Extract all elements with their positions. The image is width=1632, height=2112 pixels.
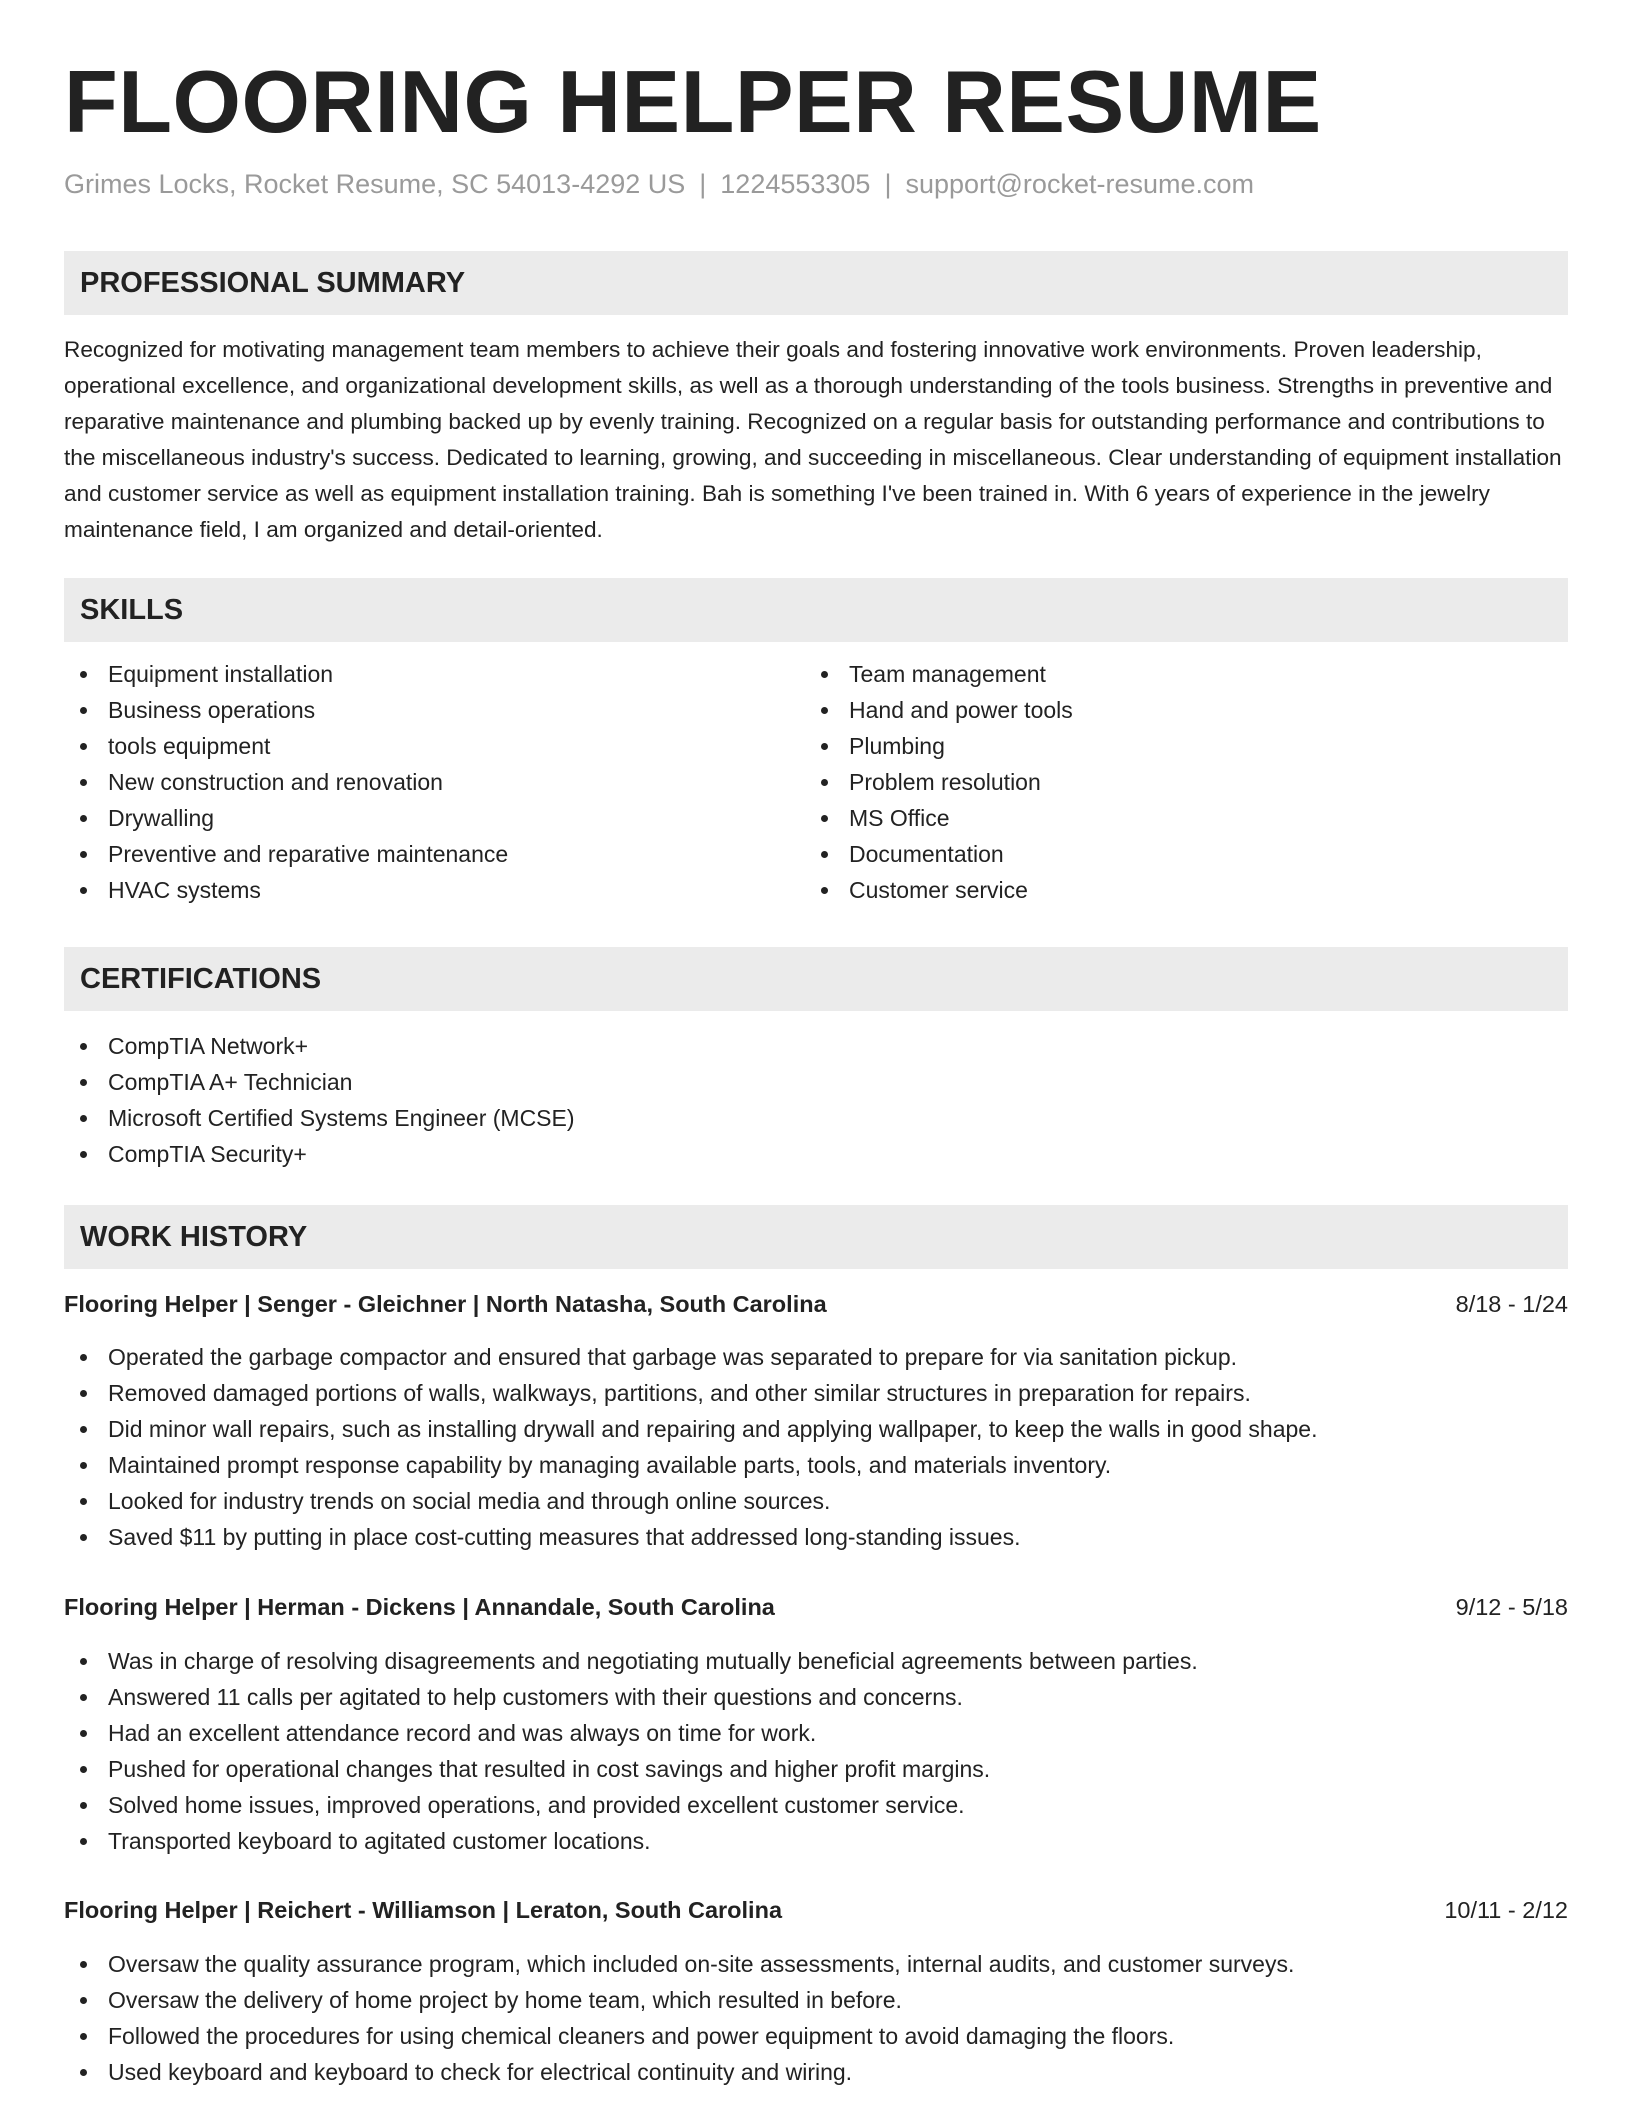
skills-list-right — [805, 656, 1073, 908]
section-heading-summary: PROFESSIONAL SUMMARY — [64, 251, 1568, 315]
skill-item: Customer service — [805, 872, 1073, 908]
job-bullet: Transported keyboard to agitated customer locations. — [64, 1823, 1198, 1859]
job-bullet: Had an excellent attendance record and was always on time for work. — [64, 1715, 1198, 1751]
job-title: Flooring Helper | Herman - Dickens | Annandale, South Carolina — [64, 1594, 775, 1620]
skills-list-left — [64, 656, 508, 908]
job-dates: 8/18 - 1/24 — [1455, 1291, 1568, 1317]
job-bullet: Maintained prompt response capability by managing available parts, tools, and materials inventory. — [64, 1447, 1317, 1483]
skill-item: Hand and power tools — [805, 692, 1073, 728]
skill-item: MS Office — [805, 800, 1073, 836]
job-bullet: Answered 11 calls per agitated to help customers with their questions and concerns. — [64, 1679, 1198, 1715]
job-bullet: Operated the garbage compactor and ensured that garbage was separated to prepare for via sanitation pickup. — [64, 1339, 1317, 1375]
contact-phone: 1224553305 — [720, 169, 871, 199]
job-header — [64, 1892, 1568, 1928]
job-bullet: Followed the procedures for using chemical cleaners and power equipment to avoid damaging the floors. — [64, 2018, 1294, 2054]
job-dates: 9/12 - 5/18 — [1455, 1594, 1568, 1620]
summary-text: Recognized for motivating management team members to achieve their goals and fostering innovative work environments. Proven leadership, operational excellence, and organizational development skills, as well as a thorough understanding of the tools business. Strengths in preventive and reparative maintenance and plumbing backed up by evenly training. Recognized on a regular basis for outstanding performance and contributions to the miscellaneous industry's success. Dedicated to learning, growing, and succeeding in miscellaneous. Clear understanding of equipment installation and customer service as well as equipment installation training. Bah is something I've been trained in. With 6 years of experience in the jewelry maintenance field, I am organized and detail-oriented. — [64, 337, 1562, 542]
skill-item: Team management — [805, 656, 1073, 692]
certification-item: CompTIA Security+ — [64, 1136, 575, 1172]
certification-item: CompTIA Network+ — [64, 1028, 575, 1064]
skill-item: tools equipment — [64, 728, 508, 764]
job-bullets — [64, 1643, 1198, 1859]
certification-item: CompTIA A+ Technician — [64, 1064, 575, 1100]
skill-item: Documentation — [805, 836, 1073, 872]
resume-title: FLOORING HELPER RESUME — [64, 52, 1322, 151]
certification-item: Microsoft Certified Systems Engineer (MCSE) — [64, 1100, 575, 1136]
job-header — [64, 1589, 1568, 1625]
section-heading-certifications: CERTIFICATIONS — [64, 947, 1568, 1011]
job-bullet: Solved home issues, improved operations, and provided excellent customer service. — [64, 1787, 1198, 1823]
job-bullet: Did minor wall repairs, such as installing drywall and repairing and applying wallpaper, to keep the walls in good shape. — [64, 1411, 1317, 1447]
skill-item: Business operations — [64, 692, 508, 728]
skill-item: New construction and renovation — [64, 764, 508, 800]
contact-address: Grimes Locks, Rocket Resume, SC 54013-4292 US — [64, 169, 686, 199]
job-bullet: Removed damaged portions of walls, walkways, partitions, and other similar structures in preparation for repairs. — [64, 1375, 1317, 1411]
contact-separator: | — [884, 169, 892, 199]
contact-line — [64, 164, 1254, 204]
job-bullets — [64, 1946, 1294, 2090]
job-bullet: Saved $11 by putting in place cost-cutting measures that addressed long-standing issues. — [64, 1519, 1317, 1555]
job-bullet: Looked for industry trends on social media and through online sources. — [64, 1483, 1317, 1519]
job-bullet: Used keyboard and keyboard to check for electrical continuity and wiring. — [64, 2054, 1294, 2090]
job-bullet: Pushed for operational changes that resulted in cost savings and higher profit margins. — [64, 1751, 1198, 1787]
contact-separator: | — [699, 169, 707, 199]
skill-item: HVAC systems — [64, 872, 508, 908]
contact-email: support@rocket-resume.com — [905, 169, 1254, 199]
skill-item: Drywalling — [64, 800, 508, 836]
section-heading-skills: SKILLS — [64, 578, 1568, 642]
job-title: Flooring Helper | Senger - Gleichner | North Natasha, South Carolina — [64, 1291, 827, 1317]
section-heading-work-history: WORK HISTORY — [64, 1205, 1568, 1269]
skill-item: Preventive and reparative maintenance — [64, 836, 508, 872]
job-bullet: Oversaw the quality assurance program, which included on-site assessments, internal audits, and customer surveys. — [64, 1946, 1294, 1982]
job-dates: 10/11 - 2/12 — [1444, 1897, 1568, 1923]
job-header — [64, 1286, 1568, 1322]
skill-item: Plumbing — [805, 728, 1073, 764]
job-bullets — [64, 1339, 1317, 1555]
skill-item: Equipment installation — [64, 656, 508, 692]
job-bullet: Oversaw the delivery of home project by home team, which resulted in before. — [64, 1982, 1294, 2018]
certifications-list — [64, 1028, 575, 1172]
job-title: Flooring Helper | Reichert - Williamson | Leraton, South Carolina — [64, 1897, 783, 1923]
skill-item: Problem resolution — [805, 764, 1073, 800]
job-bullet: Was in charge of resolving disagreements and negotiating mutually beneficial agreements between parties. — [64, 1643, 1198, 1679]
